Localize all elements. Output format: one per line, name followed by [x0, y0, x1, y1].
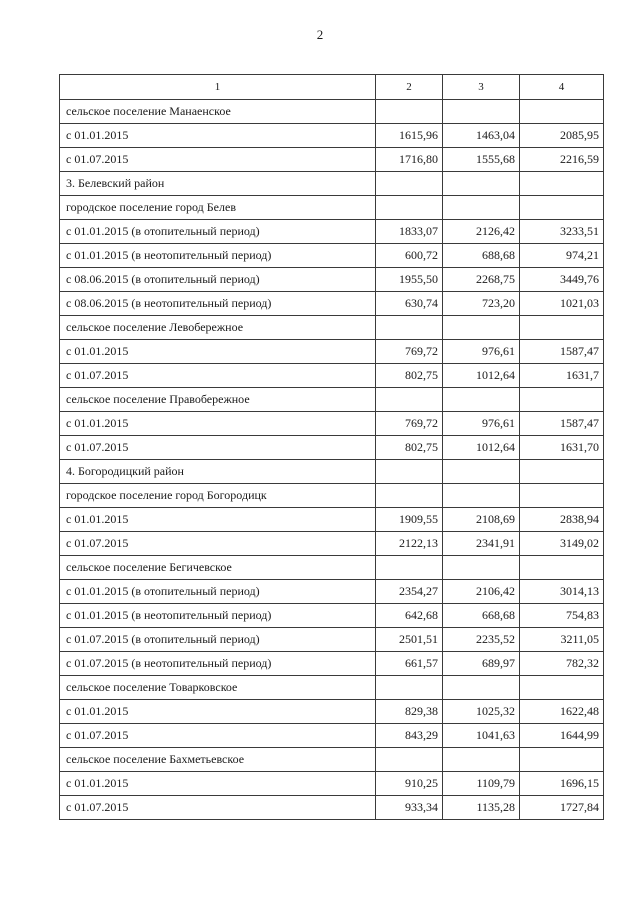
value-cell-col2: 2501,51: [376, 628, 443, 652]
value-cell-col2: [376, 172, 443, 196]
value-cell-col3: 1555,68: [443, 148, 520, 172]
value-cell-col4: 782,32: [520, 652, 604, 676]
value-cell-col3: 1109,79: [443, 772, 520, 796]
table-row: [60, 172, 604, 196]
value-cell-col3: [443, 172, 520, 196]
value-cell-col2: 769,72: [376, 412, 443, 436]
value-cell-col4: 3211,05: [520, 628, 604, 652]
value-cell-col2: [376, 388, 443, 412]
value-cell-col3: 1025,32: [443, 700, 520, 724]
table-row: [60, 484, 604, 508]
value-cell-col3: 2106,42: [443, 580, 520, 604]
table-row: [60, 148, 604, 172]
value-cell-col4: [520, 316, 604, 340]
value-cell-col2: [376, 676, 443, 700]
row-label-cell: с 01.07.2015: [60, 724, 376, 748]
table-row: [60, 676, 604, 700]
value-cell-col3: 689,97: [443, 652, 520, 676]
header-row: [60, 75, 604, 100]
table-row: [60, 628, 604, 652]
table-row: [60, 532, 604, 556]
row-label-cell: с 01.07.2015: [60, 796, 376, 820]
row-label-cell: сельское поселение Бегичевское: [60, 556, 376, 580]
value-cell-col3: [443, 388, 520, 412]
value-cell-col4: 3149,02: [520, 532, 604, 556]
row-label-cell: сельское поселение Левобережное: [60, 316, 376, 340]
value-cell-col3: [443, 748, 520, 772]
value-cell-col3: [443, 460, 520, 484]
value-cell-col2: [376, 484, 443, 508]
value-cell-col3: [443, 100, 520, 124]
table-row: [60, 772, 604, 796]
value-cell-col3: [443, 196, 520, 220]
value-cell-col2: 1716,80: [376, 148, 443, 172]
value-cell-col4: 974,21: [520, 244, 604, 268]
table-row: [60, 508, 604, 532]
value-cell-col2: 843,29: [376, 724, 443, 748]
value-cell-col4: [520, 484, 604, 508]
value-cell-col4: 754,83: [520, 604, 604, 628]
value-cell-col3: 1135,28: [443, 796, 520, 820]
row-label-cell: с 01.01.2015: [60, 124, 376, 148]
row-label-cell: с 01.01.2015: [60, 412, 376, 436]
value-cell-col2: [376, 100, 443, 124]
value-cell-col4: [520, 100, 604, 124]
table-row: [60, 244, 604, 268]
row-label-cell: с 01.01.2015: [60, 772, 376, 796]
table-row: [60, 124, 604, 148]
value-cell-col2: 600,72: [376, 244, 443, 268]
row-label-cell: 3. Белевский район: [60, 172, 376, 196]
table-row: [60, 604, 604, 628]
value-cell-col4: [520, 388, 604, 412]
value-cell-col4: 3014,13: [520, 580, 604, 604]
column-header-3: 3: [443, 75, 520, 100]
row-label-cell: сельское поселение Товарковское: [60, 676, 376, 700]
value-cell-col4: 3233,51: [520, 220, 604, 244]
row-label-cell: с 01.01.2015: [60, 340, 376, 364]
value-cell-col2: 2122,13: [376, 532, 443, 556]
table-row: [60, 700, 604, 724]
value-cell-col4: 1021,03: [520, 292, 604, 316]
value-cell-col4: [520, 172, 604, 196]
value-cell-col2: 661,57: [376, 652, 443, 676]
value-cell-col2: 769,72: [376, 340, 443, 364]
value-cell-col3: [443, 484, 520, 508]
value-cell-col4: 1631,70: [520, 436, 604, 460]
row-label-cell: с 01.01.2015 (в отопительный период): [60, 220, 376, 244]
value-cell-col3: 1041,63: [443, 724, 520, 748]
value-cell-col3: 2108,69: [443, 508, 520, 532]
value-cell-col4: 1622,48: [520, 700, 604, 724]
table-body: [60, 100, 604, 820]
value-cell-col2: 642,68: [376, 604, 443, 628]
table-row: [60, 724, 604, 748]
tariff-table: [59, 74, 604, 820]
value-cell-col2: [376, 196, 443, 220]
row-label-cell: с 01.01.2015 (в отопительный период): [60, 580, 376, 604]
value-cell-col2: [376, 460, 443, 484]
table-row: [60, 796, 604, 820]
value-cell-col2: [376, 316, 443, 340]
value-cell-col3: 668,68: [443, 604, 520, 628]
row-label-cell: с 01.01.2015: [60, 700, 376, 724]
row-label-cell: с 01.07.2015 (в неотопительный период): [60, 652, 376, 676]
value-cell-col2: 802,75: [376, 364, 443, 388]
value-cell-col2: 933,34: [376, 796, 443, 820]
table-row: [60, 412, 604, 436]
row-label-cell: с 08.06.2015 (в отопительный период): [60, 268, 376, 292]
value-cell-col4: 2085,95: [520, 124, 604, 148]
value-cell-col2: 1615,96: [376, 124, 443, 148]
table-row: [60, 556, 604, 580]
value-cell-col4: 1727,84: [520, 796, 604, 820]
page-number: 2: [316, 27, 324, 42]
value-cell-col3: [443, 676, 520, 700]
value-cell-col3: [443, 556, 520, 580]
value-cell-col4: 1587,47: [520, 412, 604, 436]
value-cell-col3: 1463,04: [443, 124, 520, 148]
table-header: [60, 75, 604, 100]
value-cell-col3: 2126,42: [443, 220, 520, 244]
table-row: [60, 340, 604, 364]
value-cell-col4: 1696,15: [520, 772, 604, 796]
table-row: [60, 100, 604, 124]
column-header-2: 2: [376, 75, 443, 100]
value-cell-col2: 1955,50: [376, 268, 443, 292]
value-cell-col3: 2341,91: [443, 532, 520, 556]
row-label-cell: сельское поселение Правобережное: [60, 388, 376, 412]
value-cell-col4: 1631,7: [520, 364, 604, 388]
table-row: [60, 460, 604, 484]
value-cell-col4: [520, 748, 604, 772]
table-row: [60, 316, 604, 340]
table-row: [60, 436, 604, 460]
value-cell-col4: [520, 556, 604, 580]
value-cell-col4: 3449,76: [520, 268, 604, 292]
value-cell-col3: 976,61: [443, 412, 520, 436]
value-cell-col4: [520, 676, 604, 700]
table-row: [60, 292, 604, 316]
row-label-cell: городское поселение город Богородицк: [60, 484, 376, 508]
value-cell-col2: 802,75: [376, 436, 443, 460]
row-label-cell: 4. Богородицкий район: [60, 460, 376, 484]
value-cell-col3: 1012,64: [443, 436, 520, 460]
value-cell-col4: 2216,59: [520, 148, 604, 172]
value-cell-col4: [520, 460, 604, 484]
row-label-cell: с 08.06.2015 (в неотопительный период): [60, 292, 376, 316]
value-cell-col4: 1587,47: [520, 340, 604, 364]
value-cell-col3: 688,68: [443, 244, 520, 268]
table-row: [60, 196, 604, 220]
value-cell-col2: 2354,27: [376, 580, 443, 604]
row-label-cell: с 01.07.2015: [60, 532, 376, 556]
row-label-cell: с 01.07.2015 (в отопительный период): [60, 628, 376, 652]
row-label-cell: с 01.07.2015: [60, 148, 376, 172]
row-label-cell: с 01.01.2015: [60, 508, 376, 532]
table-row: [60, 748, 604, 772]
value-cell-col2: 829,38: [376, 700, 443, 724]
row-label-cell: с 01.07.2015: [60, 436, 376, 460]
table-row: [60, 364, 604, 388]
row-label-cell: городское поселение город Белев: [60, 196, 376, 220]
table-row: [60, 580, 604, 604]
table-row: [60, 220, 604, 244]
value-cell-col2: 630,74: [376, 292, 443, 316]
value-cell-col2: 910,25: [376, 772, 443, 796]
value-cell-col2: [376, 556, 443, 580]
row-label-cell: сельское поселение Манаенское: [60, 100, 376, 124]
value-cell-col4: 1644,99: [520, 724, 604, 748]
value-cell-col2: 1909,55: [376, 508, 443, 532]
row-label-cell: с 01.01.2015 (в неотопительный период): [60, 244, 376, 268]
value-cell-col3: 1012,64: [443, 364, 520, 388]
column-header-4: 4: [520, 75, 604, 100]
value-cell-col4: [520, 196, 604, 220]
value-cell-col4: 2838,94: [520, 508, 604, 532]
column-header-1: 1: [60, 75, 376, 100]
table-row: [60, 652, 604, 676]
value-cell-col3: 976,61: [443, 340, 520, 364]
table-row: [60, 388, 604, 412]
value-cell-col3: 2235,52: [443, 628, 520, 652]
value-cell-col3: 723,20: [443, 292, 520, 316]
row-label-cell: с 01.01.2015 (в неотопительный период): [60, 604, 376, 628]
value-cell-col2: [376, 748, 443, 772]
row-label-cell: с 01.07.2015: [60, 364, 376, 388]
value-cell-col2: 1833,07: [376, 220, 443, 244]
table-row: [60, 268, 604, 292]
row-label-cell: сельское поселение Бахметьевское: [60, 748, 376, 772]
value-cell-col3: 2268,75: [443, 268, 520, 292]
value-cell-col3: [443, 316, 520, 340]
